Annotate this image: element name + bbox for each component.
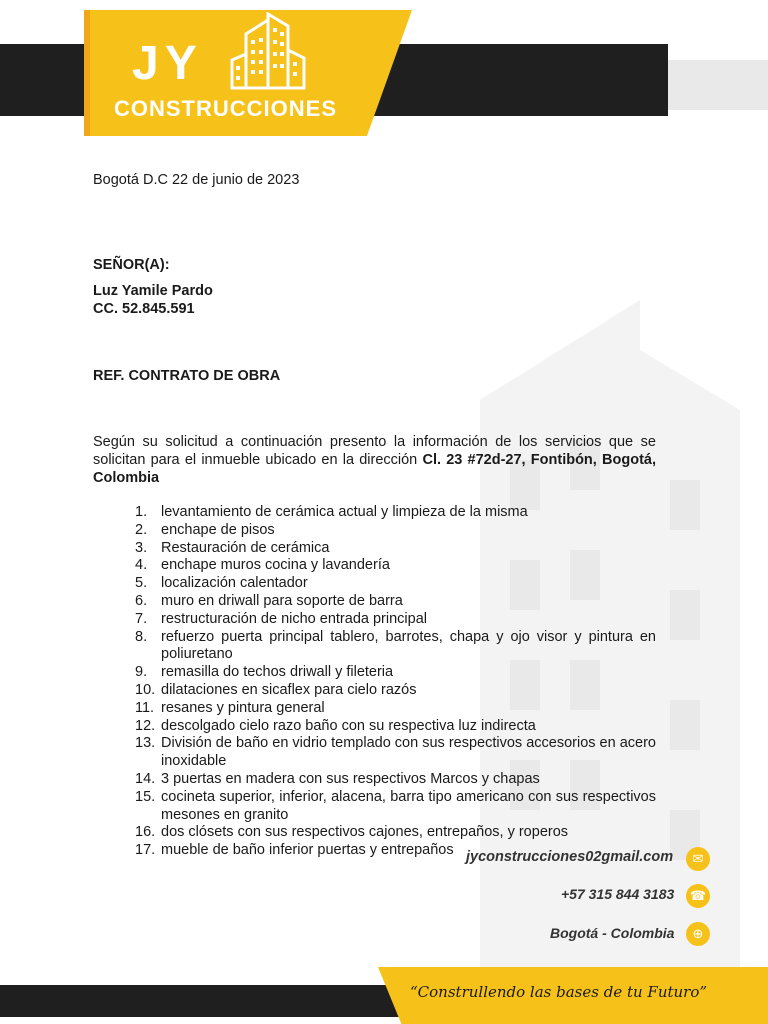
list-item	[135, 664, 656, 682]
list-item-text: 3 puertas en madera con sus respectivos Marcos y chapas	[161, 770, 540, 787]
list-item-text: descolgado cielo razo baño con su respectiva luz indirecta	[161, 717, 536, 734]
building-logo-icon	[228, 12, 308, 90]
list-item-text: dos clósets con sus respectivos cajones, entrepaños, y roperos	[161, 824, 569, 841]
list-item-number: 10.	[135, 681, 156, 698]
recipient-name: Luz Yamile Pardo	[93, 283, 213, 299]
list-item-text: refuerzo puerta principal tablero, barrotes, chapa y ojo visor y pintura en poliuretano	[161, 628, 656, 663]
list-item-number: 5.	[135, 575, 148, 592]
list-item	[135, 771, 656, 789]
list-item-number: 15.	[135, 788, 156, 805]
globe-icon: ⊕	[686, 922, 710, 946]
list-item-text: levantamiento de cerámica actual y limpieza de la misma	[161, 504, 528, 520]
list-item-text: enchape muros cocina y lavandería	[161, 557, 390, 574]
list-item	[135, 540, 656, 558]
list-item	[135, 789, 656, 825]
list-item-number: 14.	[135, 770, 156, 787]
list-item-text: muro en driwall para soporte de barra	[161, 592, 403, 609]
list-item-text: resanes y pintura general	[161, 699, 325, 716]
list-item-number: 9.	[135, 664, 148, 681]
list-item-number: 4.	[135, 557, 148, 574]
list-item	[135, 824, 656, 842]
list-item-number: 2.	[135, 521, 148, 538]
list-item-text: División de baño en vidrio templado con sus respectivos accesorios en acero inoxidable	[161, 735, 656, 770]
list-item	[135, 522, 656, 540]
list-item-text: cocineta superior, inferior, alacena, barra tipo americano con sus respectivos mesones en granito	[161, 788, 656, 823]
list-item-text: remasilla do techos driwall y fileteria	[161, 664, 394, 681]
property-address: Cl. 23 #72d-27, Fontibón, Bogotá, Colombia	[93, 452, 656, 486]
list-item-number: 13.	[135, 735, 156, 752]
list-item	[135, 682, 656, 700]
list-item-text: enchape de pisos	[161, 521, 275, 538]
list-item-number: 6.	[135, 592, 148, 609]
list-item-text: Restauración de cerámica	[161, 539, 330, 556]
recipient-id: CC. 52.845.591	[93, 301, 195, 317]
phone-icon: ☎	[686, 884, 710, 908]
list-item	[135, 593, 656, 611]
header-grey-band	[668, 60, 768, 110]
letter-date: Bogotá D.C 22 de junio de 2023	[93, 172, 300, 188]
list-item-number: 12.	[135, 717, 156, 734]
list-item	[135, 504, 656, 522]
list-item-number: 1.	[135, 504, 148, 520]
intro-paragraph	[93, 433, 656, 487]
list-item-number: 16.	[135, 824, 156, 841]
list-item	[135, 629, 656, 665]
footer-slogan: “Construllendo las bases de tu Futuro”	[410, 983, 708, 1001]
envelope-icon: ✉	[686, 847, 710, 871]
contact-city: Bogotá - Colombia	[550, 925, 675, 941]
list-item-number: 17.	[135, 842, 156, 859]
list-item-text: localización calentador	[161, 575, 308, 592]
list-item-text: restructuración de nicho entrada principal	[161, 610, 427, 627]
list-item-number: 7.	[135, 610, 148, 627]
contact-phone[interactable]: +57 315 844 3183	[561, 886, 675, 902]
list-item	[135, 575, 656, 593]
list-item	[135, 557, 656, 575]
list-item-text: mueble de baño inferior puertas y entrepaños	[161, 842, 454, 859]
list-item	[135, 700, 656, 718]
list-item-number: 3.	[135, 539, 148, 556]
intro-text: Según su solicitud a continuación presento la información de los servicios que se solicitan para el inmueble ubicado en la dirección	[93, 434, 656, 468]
logo-company-name: CONSTRUCCIONES	[114, 96, 338, 121]
reference-line: REF. CONTRATO DE OBRA	[93, 368, 281, 384]
contact-email[interactable]: jyconstrucciones02gmail.com	[466, 849, 674, 865]
logo-initials: JY	[132, 37, 203, 90]
list-item	[135, 718, 656, 736]
list-item-text: dilataciones en sicaflex para cielo razós	[161, 681, 417, 698]
list-item	[135, 735, 656, 771]
list-item	[135, 611, 656, 629]
salutation: SEÑOR(A):	[93, 257, 170, 273]
list-item-number: 8.	[135, 628, 148, 645]
list-item-number: 11.	[135, 699, 155, 716]
services-list	[135, 504, 656, 860]
